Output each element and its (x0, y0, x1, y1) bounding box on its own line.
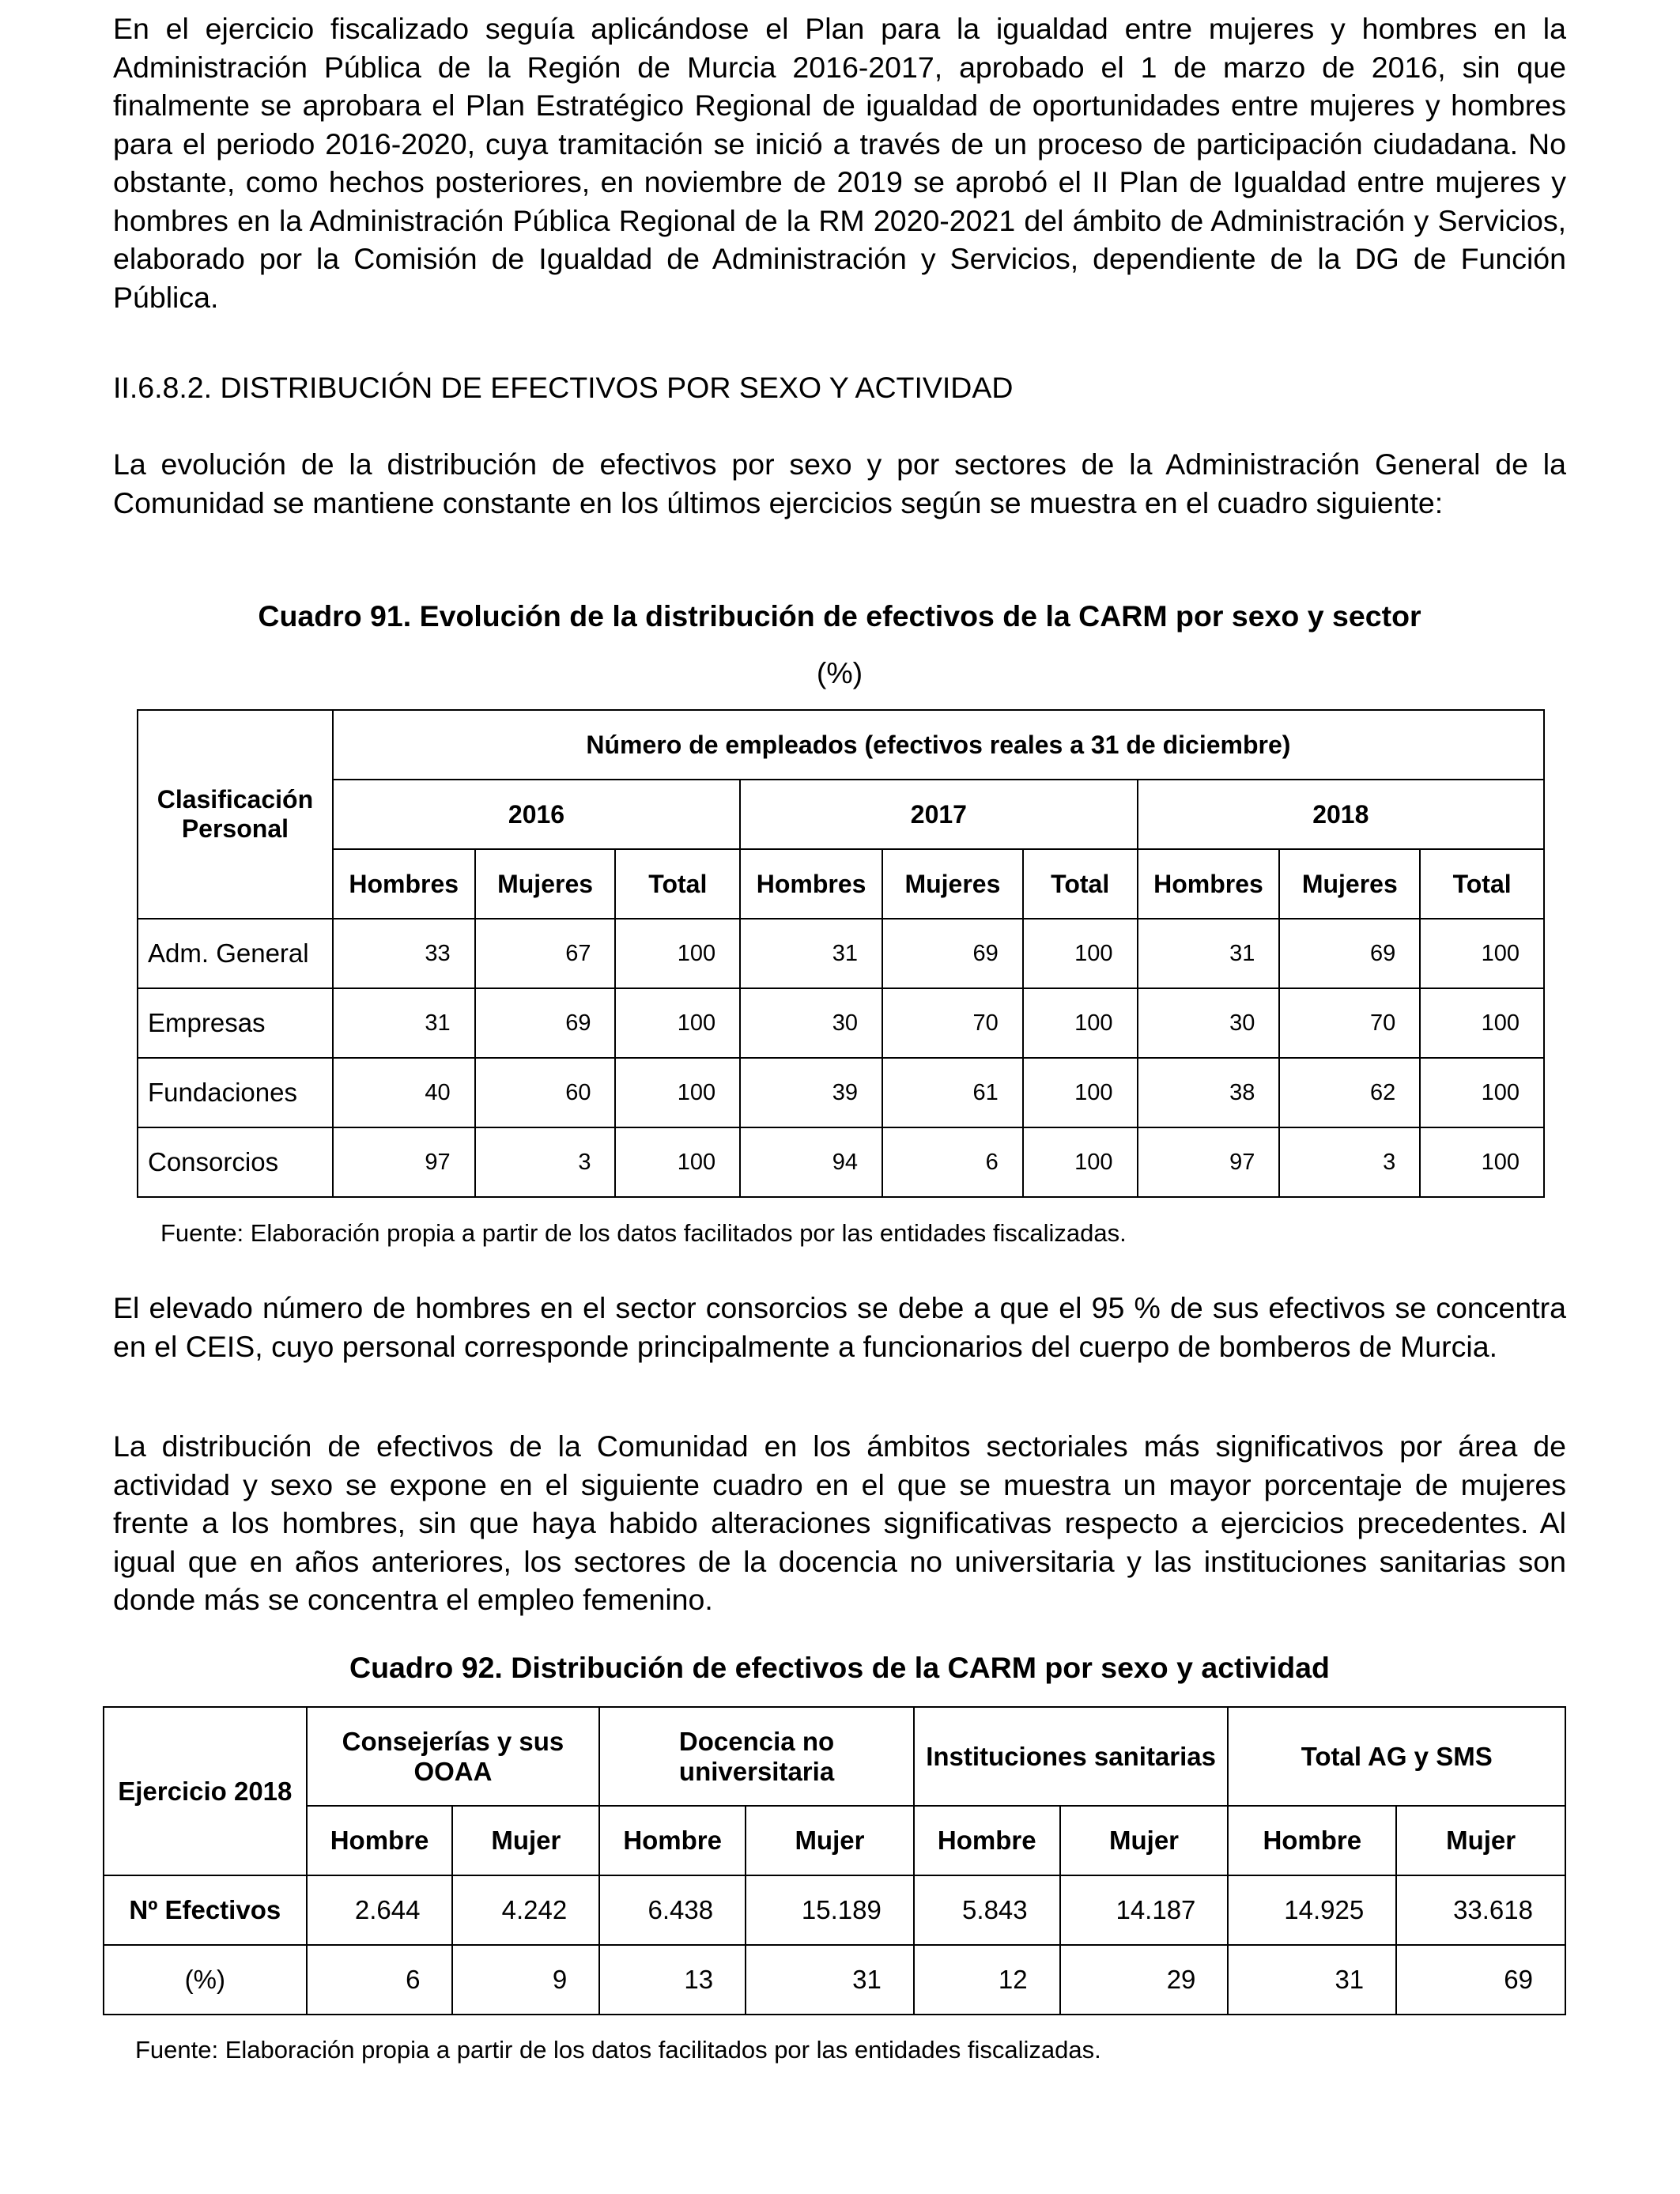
table-cell: 6 (882, 1127, 1023, 1197)
table-cell: 3 (1279, 1127, 1420, 1197)
column-header-hombres: Hombres (1138, 849, 1280, 919)
table-cell: 14.925 (1228, 1875, 1396, 1945)
table-cell: 31 (740, 919, 882, 988)
table-cell: 100 (1023, 1127, 1138, 1197)
table-91-year-header: 2017 (740, 780, 1137, 849)
table-cell: 39 (740, 1058, 882, 1127)
column-header-total: Total (1023, 849, 1138, 919)
column-header-mujer: Mujer (1396, 1806, 1565, 1875)
table-cell: 67 (475, 919, 616, 988)
table-cell: 2.644 (307, 1875, 453, 1945)
table-91-unit: (%) (816, 656, 863, 689)
row-label: Adm. General (138, 919, 333, 988)
table-cell: 97 (1138, 1127, 1280, 1197)
table-cell: 69 (882, 919, 1023, 988)
table-cell: 15.189 (746, 1875, 914, 1945)
table-cell: 5.843 (914, 1875, 1060, 1945)
table-cell: 40 (333, 1058, 475, 1127)
paragraph-plan-igualdad: En el ejercicio fiscalizado seguía aplicándose el Plan para la igualdad entre mujeres y hombres en la Administración Pública de la Región de Murcia 2016-2017, aprobado el 1 de marzo de 2016, sin que finalmente se aprobara el Plan Estratégico Regional de igualdad de oportunidades entre mujeres y hombres para el periodo 2016-2020, cuya tramitación se inició a través de un proceso de participación ciudadana. No obstante, como hechos posteriores, en noviembre de 2019 se aprobó el II Plan de Igualdad entre mujeres y hombres en la Administración Pública Regional de la RM 2020-2021 del ámbito de Administración y Servicios, elaborado por la Comisión de Igualdad de Administración y Servicios, dependiente de la DG de Función Pública. (113, 12, 1566, 314)
table-92-source: Fuente: Elaboración propia a partir de los datos facilitados por las entidades fiscalizadas. (135, 2036, 1101, 2064)
table-92-group-header: Consejerías y sus OOAA (307, 1707, 600, 1806)
table-cell: 69 (1396, 1945, 1565, 2015)
table-cell: 100 (1023, 1058, 1138, 1127)
column-header-hombre: Hombre (914, 1806, 1060, 1875)
table-cell: 100 (1420, 919, 1544, 988)
table-row (138, 1058, 1544, 1127)
row-label: Nº Efectivos (104, 1875, 307, 1945)
table-92 (103, 1706, 1566, 2015)
table-cell: 70 (1279, 988, 1420, 1058)
table-cell: 60 (475, 1058, 616, 1127)
table-cell: 69 (1279, 919, 1420, 988)
table-91-year-header: 2016 (333, 780, 740, 849)
column-header-total: Total (615, 849, 740, 919)
section-heading: II.6.8.2. DISTRIBUCIÓN DE EFECTIVOS POR SEXO Y ACTIVIDAD (113, 371, 1014, 404)
table-cell: 94 (740, 1127, 882, 1197)
table-row (104, 1945, 1565, 2015)
table-cell: 62 (1279, 1058, 1420, 1127)
table-row (138, 919, 1544, 988)
table-91-title: Cuadro 91. Evolución de la distribución de efectivos de la CARM por sexo y sector (258, 599, 1421, 633)
table-cell: 100 (615, 988, 740, 1058)
table-cell: 100 (615, 1058, 740, 1127)
table-cell: 30 (1138, 988, 1280, 1058)
table-91-group-header: Número de empleados (efectivos reales a 31 de diciembre) (333, 710, 1544, 780)
paragraph-evolucion: La evolución de la distribución de efectivos por sexo y por sectores de la Administración General de la Comunidad se mantiene constante en los últimos ejercicios según se muestra en el cuadro siguiente: (113, 447, 1566, 519)
table-cell: 3 (475, 1127, 616, 1197)
table-cell: 97 (333, 1127, 475, 1197)
table-cell: 30 (740, 988, 882, 1058)
column-header-hombre: Hombre (307, 1806, 453, 1875)
table-cell: 14.187 (1060, 1875, 1229, 1945)
row-label: Consorcios (138, 1127, 333, 1197)
table-cell: 31 (333, 988, 475, 1058)
table-cell: 100 (1420, 1058, 1544, 1127)
table-row (138, 988, 1544, 1058)
table-92-title: Cuadro 92. Distribución de efectivos de la CARM por sexo y actividad (349, 1651, 1330, 1684)
column-header-total: Total (1420, 849, 1544, 919)
table-92-group-header: Docencia no universitaria (599, 1707, 914, 1806)
table-cell: 13 (599, 1945, 746, 2015)
table-row (138, 1127, 1544, 1197)
table-cell: 100 (1420, 1127, 1544, 1197)
table-cell: 100 (615, 1127, 740, 1197)
table-92-corner-header: Ejercicio 2018 (104, 1707, 307, 1875)
table-cell: 100 (615, 919, 740, 988)
table-91-corner-header: Clasificación Personal (138, 710, 333, 919)
table-cell: 6 (307, 1945, 453, 2015)
column-header-hombre: Hombre (599, 1806, 746, 1875)
table-cell: 4.242 (452, 1875, 599, 1945)
paragraph-distribucion-actividad: La distribución de efectivos de la Comunidad en los ámbitos sectoriales más significativos por área de actividad y sexo se expone en el siguiente cuadro en el que se muestra un mayor porcentaje de mujeres frente a los hombres, sin que haya habido alteraciones significativas respecto a ejercicios precedentes. Al igual que en años anteriores, los sectores de la docencia no universitaria y las instituciones sanitarias son donde más se concentra el empleo femenino. (113, 1429, 1566, 1616)
table-cell: 6.438 (599, 1875, 746, 1945)
table-cell: 12 (914, 1945, 1060, 2015)
table-91-source: Fuente: Elaboración propia a partir de los datos facilitados por las entidades fiscalizadas. (160, 1219, 1127, 1247)
table-cell: 69 (475, 988, 616, 1058)
table-cell: 61 (882, 1058, 1023, 1127)
table-row (104, 1875, 1565, 1945)
table-cell: 31 (1228, 1945, 1396, 2015)
paragraph-consorcios: El elevado número de hombres en el sector consorcios se debe a que el 95 % de sus efectivos se concentra en el CEIS, cuyo personal corresponde principalmente a funcionarios del cuerpo de bomberos de Murcia. (113, 1291, 1566, 1363)
column-header-hombres: Hombres (740, 849, 882, 919)
table-91 (137, 709, 1545, 1198)
column-header-mujer: Mujer (1060, 1806, 1229, 1875)
table-91-year-header: 2018 (1138, 780, 1544, 849)
table-cell: 31 (1138, 919, 1280, 988)
row-label: (%) (104, 1945, 307, 2015)
row-label: Empresas (138, 988, 333, 1058)
table-cell: 33.618 (1396, 1875, 1565, 1945)
table-cell: 38 (1138, 1058, 1280, 1127)
column-header-mujer: Mujer (452, 1806, 599, 1875)
column-header-mujeres: Mujeres (1279, 849, 1420, 919)
column-header-hombres: Hombres (333, 849, 475, 919)
column-header-mujeres: Mujeres (475, 849, 616, 919)
column-header-hombre: Hombre (1228, 1806, 1396, 1875)
row-label: Fundaciones (138, 1058, 333, 1127)
table-cell: 70 (882, 988, 1023, 1058)
table-cell: 100 (1023, 919, 1138, 988)
table-92-group-header: Total AG y SMS (1228, 1707, 1565, 1806)
column-header-mujer: Mujer (746, 1806, 914, 1875)
table-cell: 31 (746, 1945, 914, 2015)
table-cell: 100 (1420, 988, 1544, 1058)
table-cell: 33 (333, 919, 475, 988)
column-header-mujeres: Mujeres (882, 849, 1023, 919)
table-cell: 9 (452, 1945, 599, 2015)
table-cell: 100 (1023, 988, 1138, 1058)
table-92-group-header: Instituciones sanitarias (914, 1707, 1229, 1806)
table-cell: 29 (1060, 1945, 1229, 2015)
